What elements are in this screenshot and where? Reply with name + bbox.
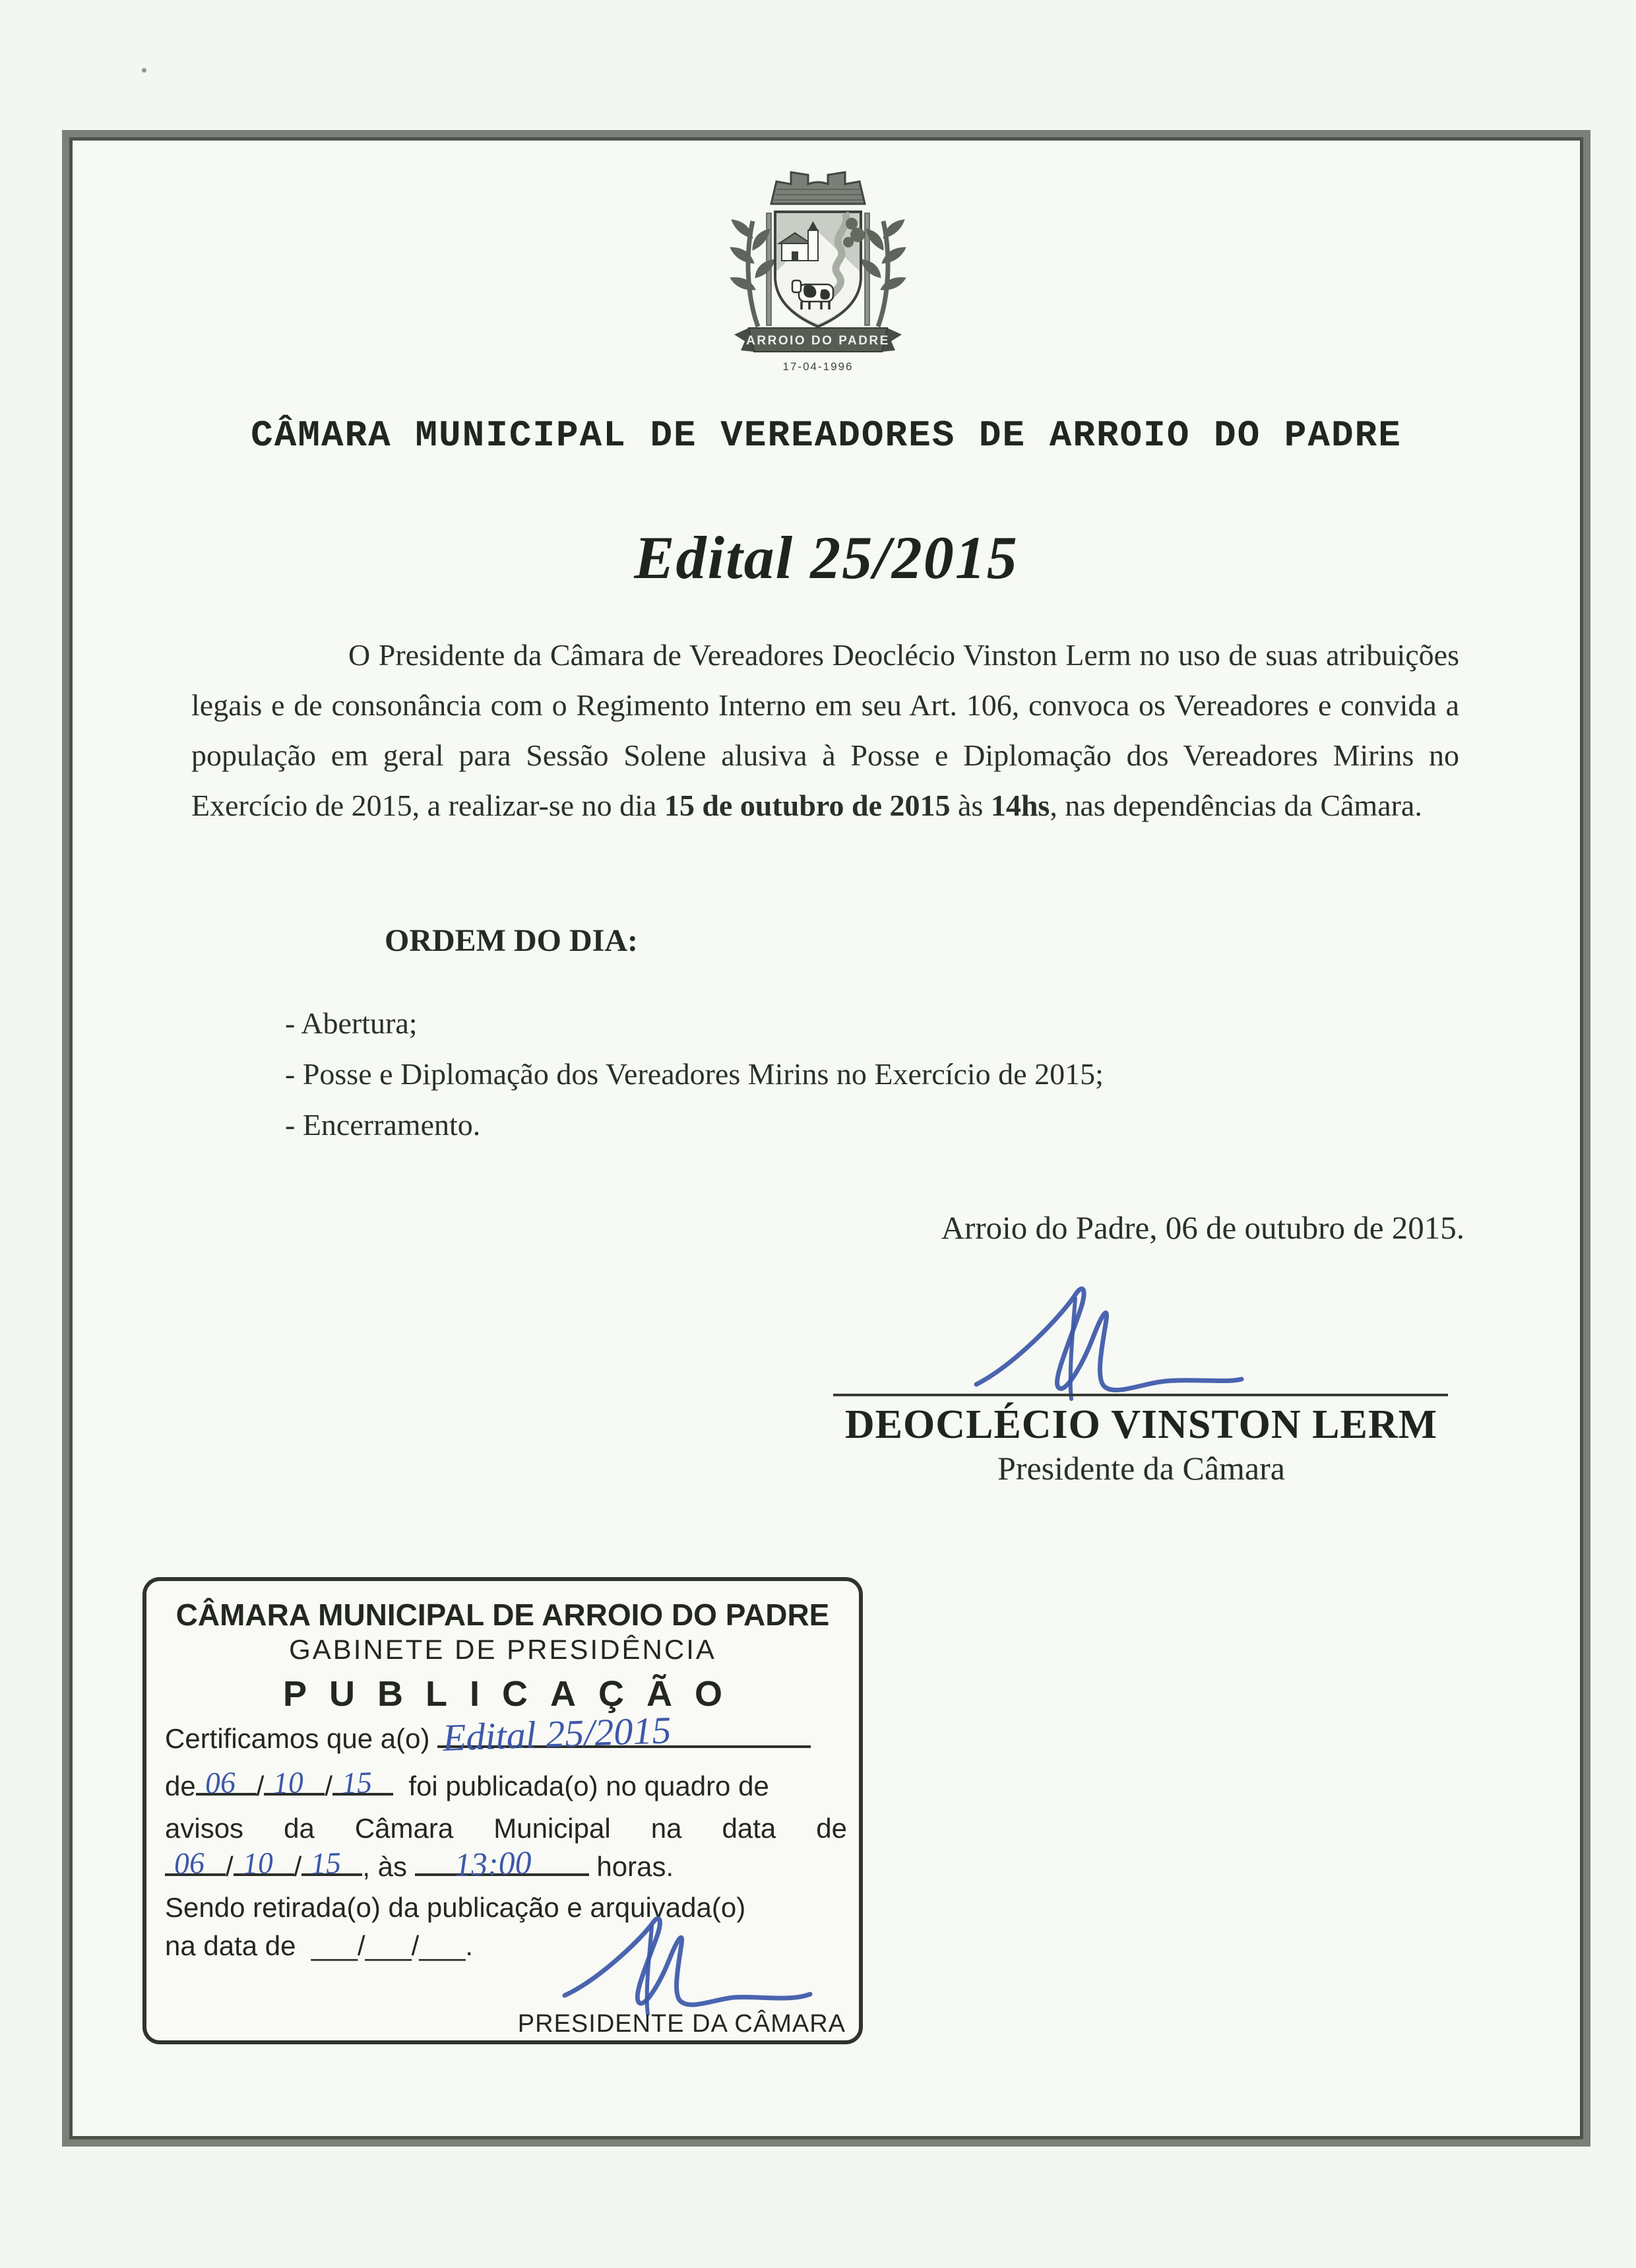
stamp-removal-line: Sendo retirada(o) da publicação e arquivada(o) (165, 1892, 746, 1923)
certify-label: Certificamos que a(o) (165, 1723, 430, 1754)
de-label: de (165, 1770, 196, 1801)
crown-icon (771, 172, 865, 204)
date-separator: / (294, 1851, 302, 1882)
handwritten-day: 06 (173, 1846, 205, 1881)
scan-speck (142, 68, 146, 73)
handwritten-document-ref: Edital 25/2015 (442, 1708, 672, 1760)
body-text-segment: O Presidente da Câmara de Vereadores Deoclécio Vinston Lerm no uso de suas atribuições legais e de consonância com o Regimento Interno em seu Art. 106, convoca os Vereadores e convida a população em geral para Sessão Solene alusiva à Posse e Diplomação dos Vereadores Mirins no Exercício de 2015, a realizar-se no dia (191, 638, 1459, 822)
emblem-founding-date: 17-04-1996 (782, 360, 854, 373)
handwritten-year: 15 (310, 1846, 342, 1881)
stamp-certify-line (165, 1708, 847, 1760)
body-text-segment: , nas dependências da Câmara. (1050, 789, 1422, 822)
stamp-signature-ink (555, 1910, 819, 2022)
stamp-board-date-line (165, 1843, 847, 1884)
horas-label: horas. (596, 1851, 674, 1882)
stamp-institution: CÂMARA MUNICIPAL DE ARROIO DO PADRE (175, 1598, 830, 1632)
month-blank (264, 1765, 325, 1800)
month-blank (234, 1846, 294, 1881)
time-blank (415, 1843, 589, 1884)
agenda-item: - Abertura; (285, 1006, 418, 1040)
after-date-text: foi publicada(o) no quadro de (408, 1770, 769, 1801)
stamp-publication-heading: PUBLICAÇÃO (283, 1674, 745, 1714)
institution-name: CÂMARA MUNICIPAL DE VEREADORES DE ARROIO DO PADRE (251, 414, 1402, 457)
dateline: Arroio do Padre, 06 de outubro de 2015. (941, 1210, 1464, 1246)
as-label: , às (362, 1851, 408, 1882)
date-separator: / (226, 1851, 234, 1882)
stamp-board-line: avisos da Câmara Municipal na data de (165, 1813, 847, 1844)
body-bold-segment: 14hs (990, 789, 1050, 822)
municipal-coat-of-arms (716, 157, 920, 376)
agenda-item: - Encerramento. (285, 1108, 481, 1142)
certify-blank (437, 1708, 811, 1760)
empty-date-blanks: ___/___/___. (311, 1930, 474, 1961)
banner-ribbon-icon (734, 328, 902, 352)
signer-name: DEOCLÉCIO VINSTON LERM (844, 1402, 1438, 1447)
signer-role: Presidente da Câmara (997, 1450, 1285, 1487)
agenda-heading: ORDEM DO DIA: (385, 923, 638, 958)
agenda-list (285, 998, 1406, 1150)
year-blank (332, 1765, 393, 1800)
emblem-banner-text: ARROIO DO PADRE (746, 334, 890, 348)
handwritten-month: 10 (241, 1846, 274, 1881)
document-border-frame (69, 137, 1583, 2139)
date-separator: / (256, 1770, 265, 1801)
body-paragraph (191, 630, 1459, 831)
stamp-signer-role: PRESIDENTE DA CÂMARA (517, 2010, 846, 2038)
publication-stamp (142, 1577, 863, 2044)
signature-line (833, 1394, 1448, 1396)
president-signature-ink (964, 1279, 1248, 1411)
year-blank (301, 1846, 362, 1881)
stamp-office: GABINETE DE PRESIDÊNCIA (289, 1634, 716, 1665)
body-text-segment: às (950, 789, 991, 822)
na-data-label: na data de (165, 1930, 296, 1961)
handwritten-time: 13:00 (453, 1843, 532, 1884)
handwritten-year: 15 (341, 1765, 373, 1800)
agenda-item: - Posse e Diplomação dos Vereadores Mirins no Exercício de 2015; (285, 1057, 1104, 1091)
handwritten-month: 10 (272, 1765, 305, 1800)
day-blank (196, 1765, 257, 1800)
day-blank (165, 1846, 226, 1881)
date-separator: / (325, 1770, 333, 1801)
body-bold-segment: 15 de outubro de 2015 (664, 789, 951, 822)
handwritten-day: 06 (204, 1765, 236, 1800)
document-title: Edital 25/2015 (634, 524, 1019, 591)
stamp-published-date-line (165, 1765, 847, 1803)
